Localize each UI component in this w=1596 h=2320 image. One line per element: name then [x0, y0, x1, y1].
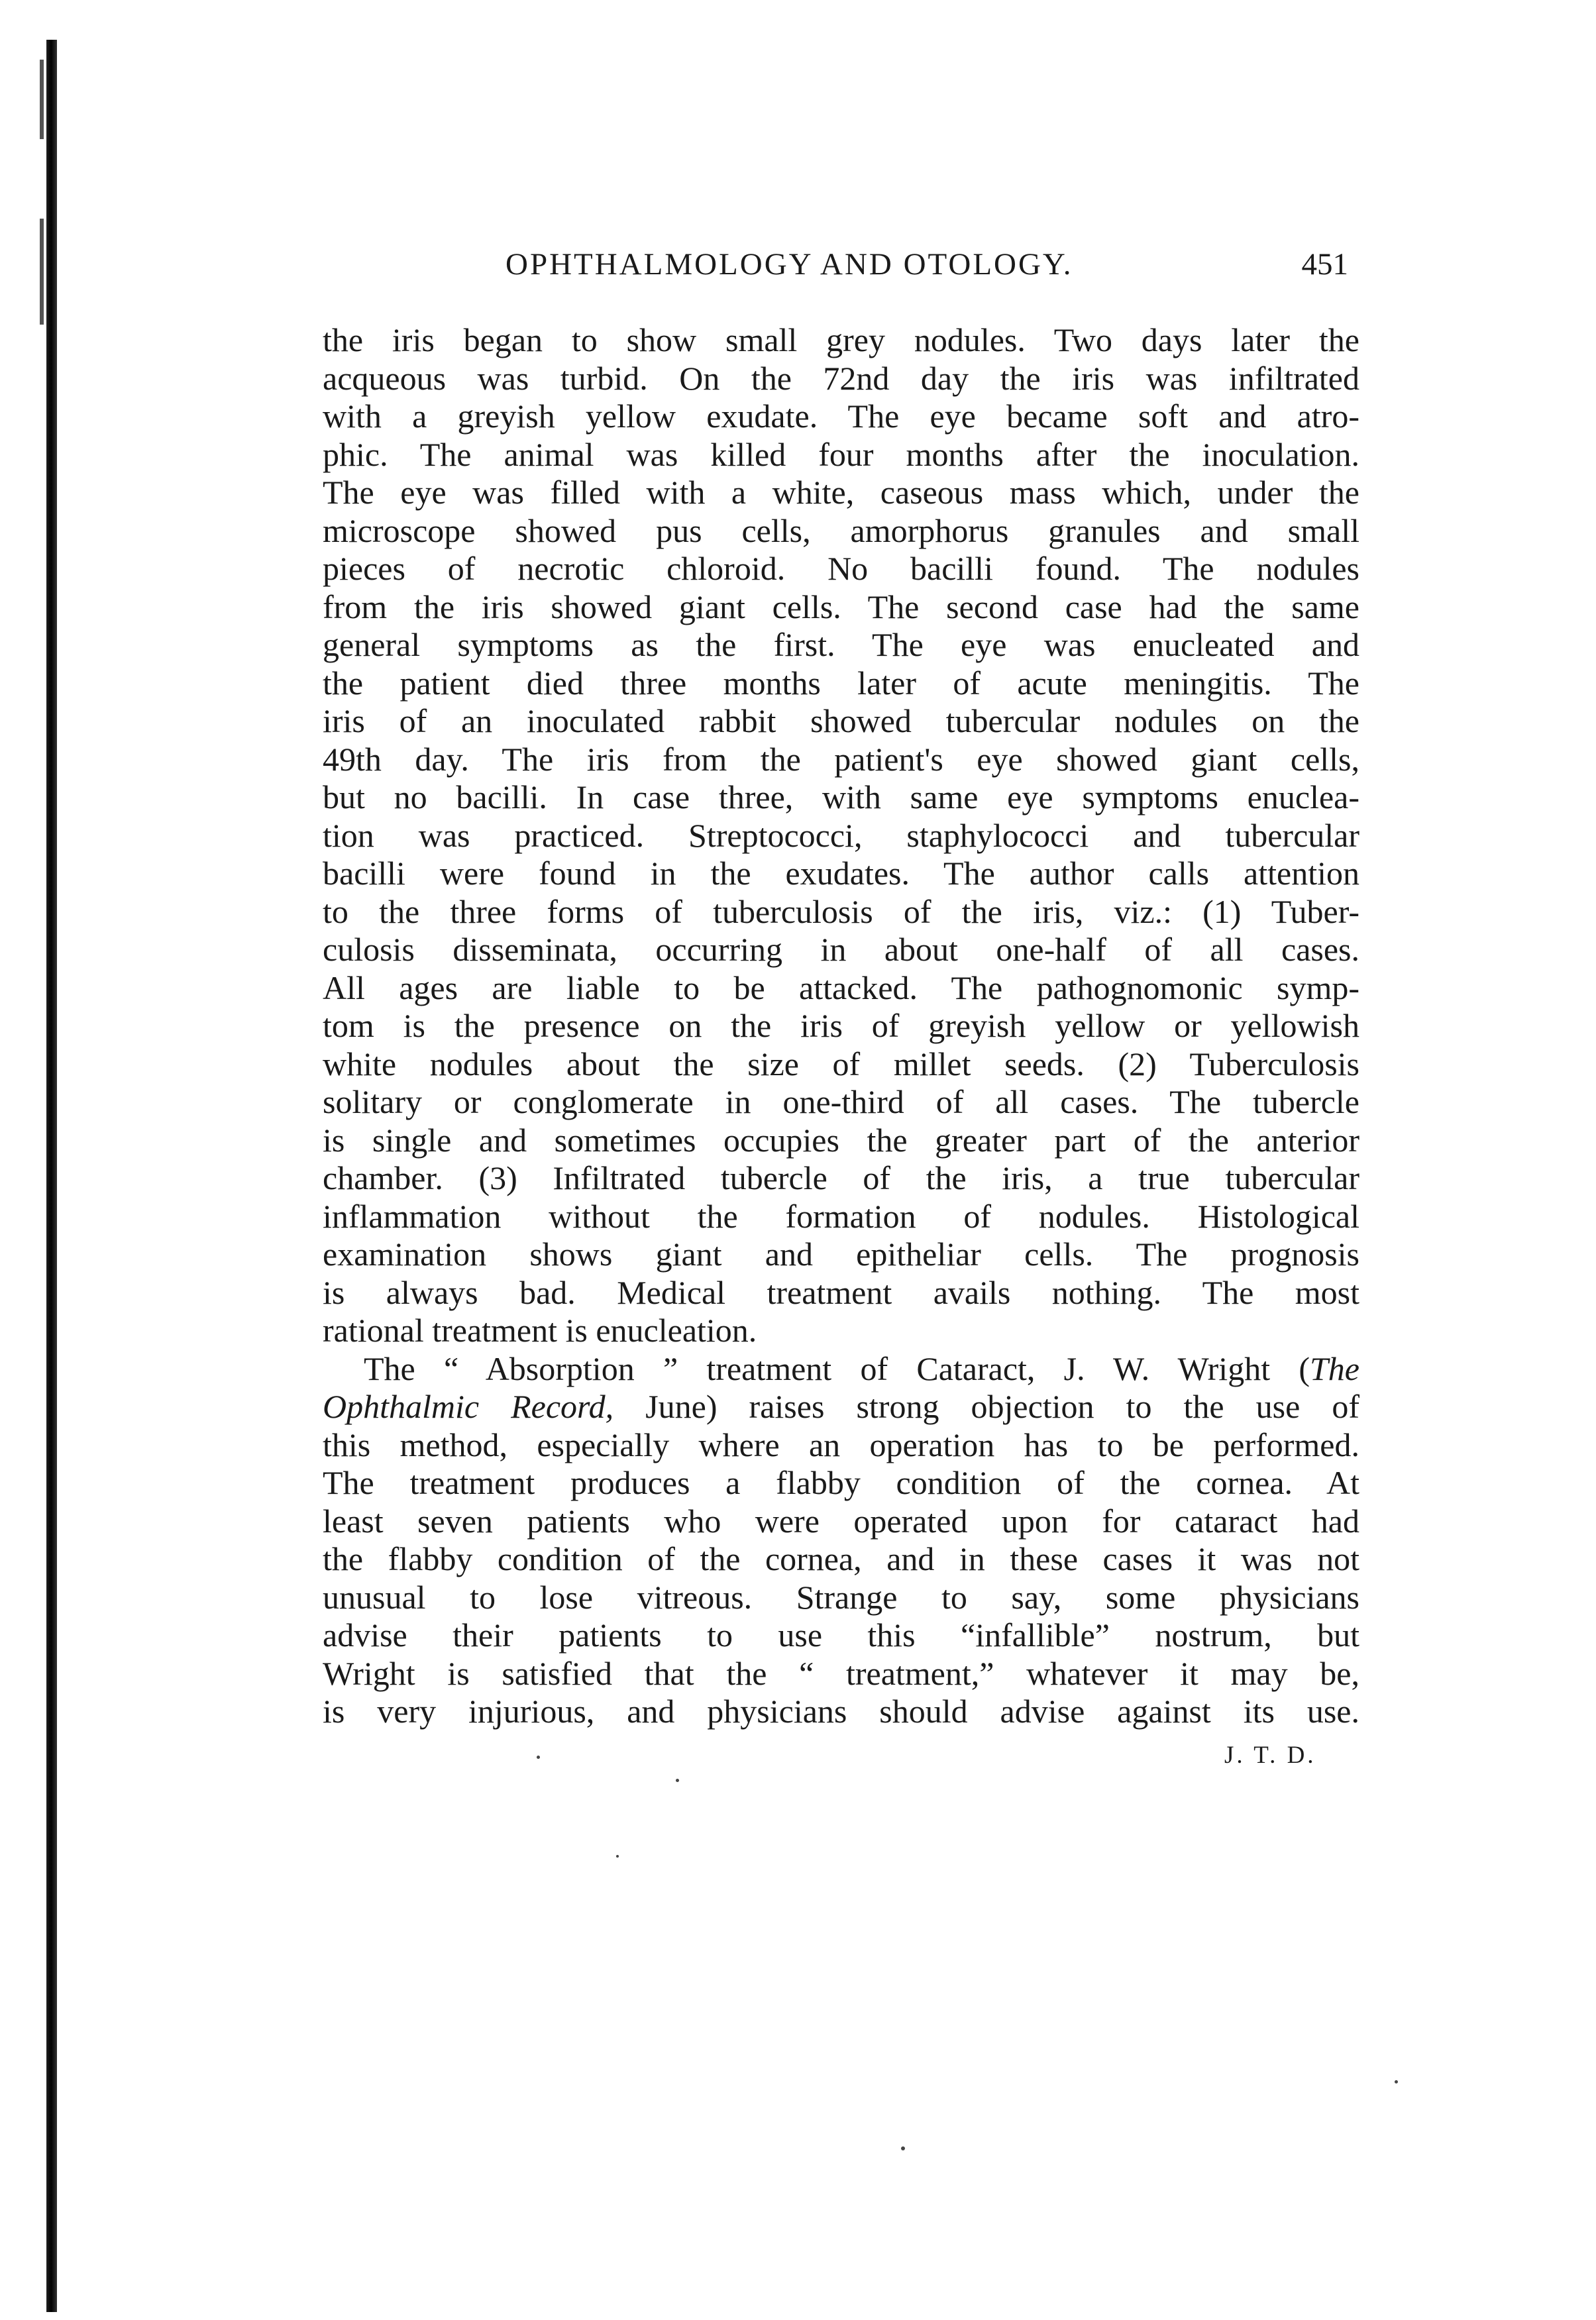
page-header: [328, 246, 1358, 293]
page-binding-edge: [46, 40, 57, 2312]
text-line: bacilli were found in the exudates. The author calls attention: [323, 855, 1359, 892]
text-line: inflammation without the formation of nodules. Histological: [323, 1197, 1359, 1235]
text-line: the flabby condition of the cornea, and in these cases it was not: [323, 1540, 1359, 1577]
paragraph-2: [323, 1350, 1359, 1731]
text-line: iris of an inoculated rabbit showed tubercular nodules on the: [323, 702, 1359, 739]
text-line: the patient died three months later of acute meningitis. The: [323, 664, 1359, 702]
author-initials: J. T. D.: [1224, 1742, 1316, 1769]
text-line: this method, especially where an operation has to be performed.: [323, 1426, 1359, 1463]
text-line: from the iris showed giant cells. The second case had the same: [323, 588, 1359, 625]
text-line: is single and sometimes occupies the greater part of the anterior: [323, 1121, 1359, 1159]
text-line: is very injurious, and physicians should advise against its use.: [323, 1693, 1359, 1730]
stray-mark: [537, 1756, 540, 1759]
text-line: Wright is satisfied that the “ treatment,” whatever it may be,: [323, 1654, 1359, 1692]
text-line: but no bacilli. In case three, with same eye symptoms enuclea-: [323, 778, 1359, 816]
text-line: the iris began to show small grey nodules. Two days later the: [323, 321, 1359, 358]
text-line: Ophthalmic Record, June) raises strong objection to the use of: [323, 1388, 1359, 1425]
running-head: OPHTHALMOLOGY AND OTOLOGY.: [505, 247, 1073, 282]
text-line: white nodules about the size of millet seeds. (2) Tuberculosis: [323, 1045, 1359, 1082]
text-line: tom is the presence on the iris of greyish yellow or yellowish: [323, 1007, 1359, 1044]
binding-speck: [40, 60, 44, 139]
text-line: The “ Absorption ” treatment of Cataract, J. W. Wright (The: [364, 1349, 1359, 1387]
binding-speck: [40, 219, 44, 325]
text-line: culosis disseminata, occurring in about one-half of all cases.: [323, 931, 1359, 968]
stray-mark: [676, 1779, 679, 1782]
text-line: with a greyish yellow exudate. The eye became soft and atro-: [323, 397, 1359, 435]
page-number: 451: [1301, 247, 1348, 282]
stray-mark: [901, 2146, 905, 2150]
text-line: to the three forms of tuberculosis of the iris, viz.: (1) Tuber-: [323, 892, 1359, 930]
stray-mark: [616, 1855, 619, 1858]
text-line: acqueous was turbid. On the 72nd day the iris was infiltrated: [323, 359, 1359, 397]
paragraph-1: [323, 321, 1359, 1350]
text-line: All ages are liable to be attacked. The pathognomonic symp-: [323, 969, 1359, 1006]
text-line: solitary or conglomerate in one-third of all cases. The tubercle: [323, 1083, 1359, 1120]
text-line: 49th day. The iris from the patient's eye showed giant cells,: [323, 740, 1359, 778]
text-line: least seven patients who were operated upon for cataract had: [323, 1502, 1359, 1540]
text-line: rational treatment is enucleation.: [323, 1312, 757, 1349]
text-line: examination shows giant and epitheliar cells. The prognosis: [323, 1236, 1359, 1273]
text-line: microscope showed pus cells, amorphorus granules and small: [323, 511, 1359, 549]
text-line: The eye was filled with a white, caseous mass which, under the: [323, 474, 1359, 511]
text-line: tion was practiced. Streptococci, staphylococci and tubercular: [323, 816, 1359, 854]
journal-title-italic: Ophthalmic Record,: [323, 1388, 614, 1425]
article-text: [323, 321, 1359, 1731]
text-line: general symptoms as the first. The eye was enucleated and: [323, 626, 1359, 663]
text-line: The treatment produces a flabby condition of the cornea. At: [323, 1464, 1359, 1501]
stray-mark: [1395, 2080, 1398, 2083]
text-line: advise their patients to use this “infallible” nostrum, but: [323, 1616, 1359, 1654]
text-line: is always bad. Medical treatment avails nothing. The most: [323, 1273, 1359, 1311]
text-line: pieces of necrotic chloroid. No bacilli found. The nodules: [323, 550, 1359, 587]
journal-title-italic: The: [1310, 1349, 1359, 1387]
text-line: phic. The animal was killed four months after the inoculation.: [323, 435, 1359, 473]
text-line: unusual to lose vitreous. Strange to say, some physicians: [323, 1578, 1359, 1616]
text-line: chamber. (3) Infiltrated tubercle of the iris, a true tubercular: [323, 1159, 1359, 1196]
